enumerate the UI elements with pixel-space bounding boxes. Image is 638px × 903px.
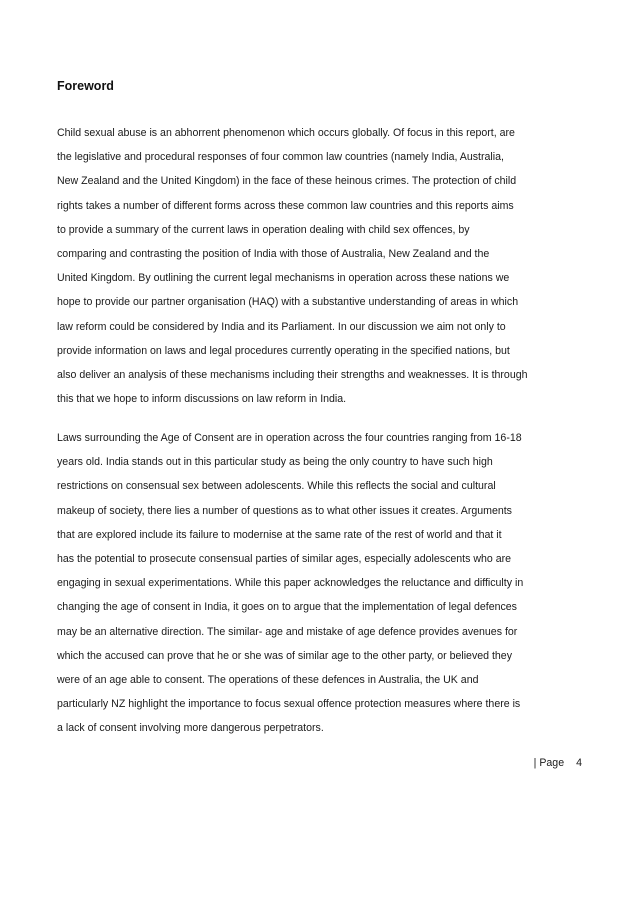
text-line: also deliver an analysis of these mechanisms including their strengths and weaknesses. It is through <box>57 368 528 381</box>
text-line: hope to provide our partner organisation (HAQ) with a substantive understanding of areas in which <box>57 296 519 309</box>
text-line: a lack of consent involving more dangerous perpetrators. <box>57 722 324 735</box>
text-line: to provide a summary of the current laws in operation dealing with child sex offences, by <box>57 223 470 236</box>
text-line: particularly NZ highlight the importance to focus sexual offence protection measures where there is <box>57 698 521 711</box>
section-heading: Foreword <box>57 79 114 93</box>
text-line: were of an age able to consent. The operations of these defences in Australia, the UK and <box>57 673 479 686</box>
text-line: restrictions on consensual sex between adolescents. While this reflects the social and cultural <box>57 480 496 493</box>
text-line: that are explored include its failure to modernise at the same rate of the rest of world and that it <box>57 528 502 541</box>
text-line: Child sexual abuse is an abhorrent phenomenon which occurs globally. Of focus in this report, are <box>57 127 515 139</box>
page-number: 4 <box>576 757 582 769</box>
text-line: this that we hope to inform discussions on law reform in India. <box>57 393 347 406</box>
text-line: engaging in sexual experimentations. While this paper acknowledges the reluctance and difficulty in <box>57 577 524 590</box>
text-line: comparing and contrasting the position of India with those of Australia, New Zealand and the <box>57 247 490 260</box>
text-line: Laws surrounding the Age of Consent are in operation across the four countries ranging from 16-18 <box>57 432 522 444</box>
text-line: may be an alternative direction. The similar- age and mistake of age defence provides avenues for <box>57 625 518 638</box>
text-line: rights takes a number of different forms across these common law countries and this reports aims <box>57 199 514 212</box>
text-line: has the potential to prosecute consensual parties of similar ages, especially adolescents who are <box>57 552 512 565</box>
text-line: provide information on laws and legal procedures currently operating in the specified nations, but <box>57 344 510 357</box>
text-line: United Kingdom. By outlining the current legal mechanisms in operation across these nations we <box>57 272 510 285</box>
text-line: which the accused can prove that he or she was of similar age to the other party, or believed they <box>57 649 512 662</box>
text-line: law reform could be considered by India and its Parliament. In our discussion we aim not only to <box>57 320 506 333</box>
page-footer <box>534 757 582 769</box>
text-line: changing the age of consent in India, it goes on to argue that the implementation of legal defences <box>57 601 517 614</box>
text-line: makeup of society, there lies a number of questions as to what other issues it creates. Arguments <box>57 504 512 517</box>
text-line: years old. India stands out in this particular study as being the only country to have such high <box>57 456 493 469</box>
text-line: New Zealand and the United Kingdom) in the face of these heinous crimes. The protection of child <box>57 175 517 188</box>
paragraph-age-of-consent <box>57 426 523 740</box>
paragraph-intro <box>57 121 528 411</box>
text-line: the legislative and procedural responses of four common law countries (namely India, Australia, <box>57 151 504 164</box>
page-label: | Page <box>533 757 565 769</box>
